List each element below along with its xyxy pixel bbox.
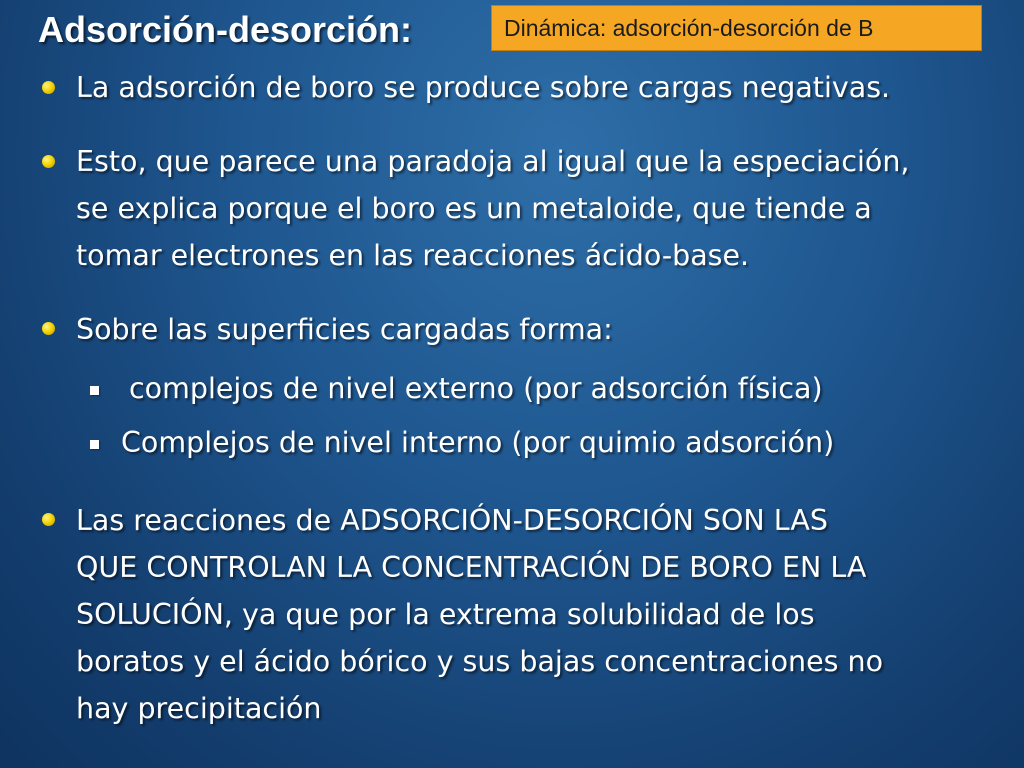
bullet-line: boratos y el ácido bórico y sus bajas concentraciones no	[76, 645, 884, 678]
sub-bullet-text: complejos de nivel externo (por adsorción física)	[129, 372, 823, 405]
bullet-line: hay precipitación	[76, 692, 322, 725]
square-bullet-icon	[90, 440, 99, 449]
bullet-dot-icon	[42, 155, 55, 168]
square-bullet-icon	[90, 386, 99, 395]
bullet-dot-icon	[42, 513, 55, 526]
bullet-line: se explica porque el boro es un metaloide, que tiende a	[76, 192, 872, 225]
bullet-line: Las reacciones de ADSORCIÓN-DESORCIÓN SON LAS	[76, 504, 828, 537]
topic-badge: Dinámica: adsorción-desorción de B	[491, 5, 982, 51]
sub-bullet-text: Complejos de nivel interno (por quimio adsorción)	[121, 426, 835, 459]
bullet-line: La adsorción de boro se produce sobre cargas negativas.	[76, 71, 891, 104]
bullet-line: tomar electrones en las reacciones ácido-base.	[76, 239, 750, 272]
slide-title: Adsorción-desorción:	[38, 9, 413, 50]
bullet-line: Esto, que parece una paradoja al igual que la especiación,	[76, 145, 910, 178]
bullet-line: SOLUCIÓN, ya que por la extrema solubilidad de los	[76, 598, 815, 631]
bullet-line: Sobre las superficies cargadas forma:	[76, 313, 613, 346]
bullet-line: QUE CONTROLAN LA CONCENTRACIÓN DE BORO EN LA	[76, 551, 867, 584]
bullet-dot-icon	[42, 81, 55, 94]
bullet-dot-icon	[42, 322, 55, 335]
